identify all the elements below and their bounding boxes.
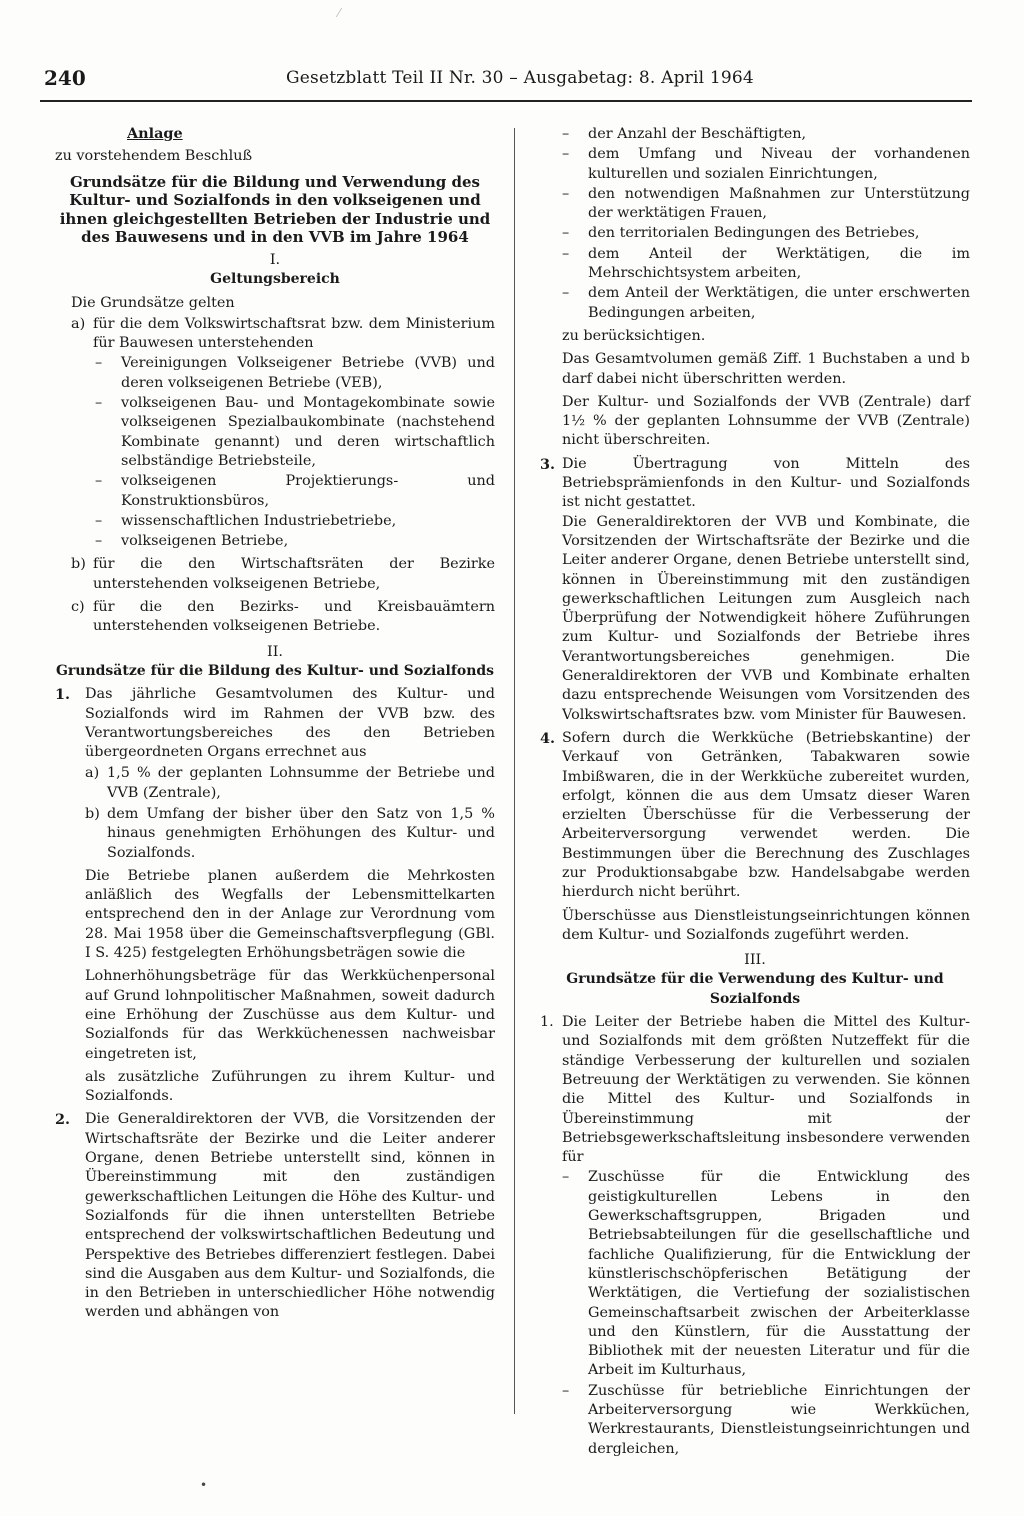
dash-item: – dem Umfang und Niveau der vorhandenen kulturellen und sozialen Einrichtungen,	[562, 146, 970, 182]
section-3-number: III.	[744, 952, 766, 969]
dash-item: – Zuschüsse für die Entwicklung des geistigkulturellen Lebens in den Gewerkschaftsgruppen, Brigaden und Betriebsabteilungen für die gesellschaftliche und fachliche Qualifizierung, für die Entwicklung der künstlerischschöpferischen Betätigung der Werktätigen, die Vertiefung der sozialistischen Gemeinschaftsarbeit zwischen der Arbeiterklasse und den Künstlern, für die Ausstattung der Bibliothek mit der neuesten Literatur und für die Arbeit im Kulturhaus,	[562, 1169, 970, 1379]
print-speck: •	[200, 1478, 208, 1492]
paragraph-text: Die Leiter der Betriebe haben die Mittel des Kultur- und Sozialfonds mit dem größten Nutzeffekt für die ständige Verbesserung der kulturellen und sozialen Betreuung der Werktätigen zu verwenden. Sie können die Mittel des Kultur- und Sozialfonds in Übereinstimmung mit der Betriebsgewerkschaftsleitung insbesondere verwenden für	[562, 1014, 970, 1166]
section-1-title: Geltungsbereich	[210, 271, 340, 288]
section-2-title: Grundsätze für die Bildung des Kultur- und Sozialfonds	[55, 662, 495, 679]
left-column	[55, 124, 495, 1323]
list-item-b	[55, 555, 495, 594]
page-scratch-mark: ⁄	[338, 6, 341, 20]
dash-list-r1	[540, 1168, 970, 1458]
section-2-number: II.	[267, 643, 283, 660]
column-divider	[514, 128, 515, 1414]
list-item-a	[55, 315, 495, 354]
dash-list-a	[55, 354, 495, 551]
right-column	[540, 124, 970, 1459]
dash-item: – wissenschaftlichen Industriebetriebe,	[95, 512, 397, 529]
dash-item: – den territorialen Bedingungen des Betriebes,	[562, 225, 920, 242]
page-header	[40, 66, 972, 102]
gesamtvolumen-text: Das Gesamtvolumen gemäß Ziff. 1 Buchstaben a und b darf dabei nicht überschritten werden.	[562, 351, 970, 387]
paragraph-number: 2.	[55, 1111, 71, 1129]
list-label: c)	[71, 599, 85, 616]
paragraph-3	[540, 455, 970, 513]
section-1-number: I.	[269, 251, 281, 268]
document-heading: Grundsätze für die Bildung und Verwendung des Kultur- und Sozialfonds in den volkseigenen und ihnen gleichgestellten Betrieben der Industrie und des Bauwesens und in den VVB im Jahre 1964	[59, 172, 491, 247]
journal-title: Gesetzblatt Teil II Nr. 30 – Ausgabetag: 8. April 1964	[286, 68, 754, 88]
dash-item: – dem Anteil der Werktätigen, die im Mehrschichtsystem arbeiten,	[562, 245, 970, 282]
dash-item: – Vereinigungen Volkseigener Betriebe (VVB) und deren volkseigenen Betriebe (VEB),	[95, 355, 495, 391]
dash-item: – volkseigenen Projektierungs- und Konstruktionsbüros,	[95, 473, 495, 509]
sub-item-b: b) dem Umfang der bisher über den Satz von 1,5 % hinaus genehmigten Erhöhungen des Kultur- und Sozialfonds.	[85, 805, 495, 861]
paragraph-1-text-1: Die Betriebe planen außerdem die Mehrkosten anläßlich des Wegfalls der Lebensmittelkarten entsprechend den in der Anlage zur Verordnung vom 28. Mai 1958 über die Gemeinschaftsverpflegung (GBl. I S. 425) festgelegten Erhöhungsbeträgen sowie die	[85, 867, 495, 962]
paragraph-number: 1.	[55, 686, 71, 704]
list-label: b)	[71, 556, 86, 573]
anlage-label: Anlage	[127, 125, 183, 142]
paragraph-3-text: Die Generaldirektoren der VVB und Kombinate, die Vorsitzenden der Wirtschaftsräte der Bezirke und die Leiter anderer Organe, denen Betriebe unterstellt sind, können in Übereinstimmung mit den zuständigen gewerkschaftlichen Leitungen zum Ausgleich nach Überprüfung der Notwendigkeit höhere Zuführungen zum Kultur- und Sozialfonds der Betriebe ihres Verantwortungsbereiches genehmigen. Die Generaldirektoren der VVB und Kombinate erhalten dazu entsprechende Weisungen vom Vorsitzenden des Volkswirtschaftsrates bzw. vom Minister für Bauwesen.	[562, 513, 970, 723]
paragraph-number: 1.	[540, 1014, 554, 1031]
section-1-intro: Die Grundsätze gelten	[71, 294, 235, 311]
list-item-c	[55, 598, 495, 637]
page-number: 240	[44, 66, 86, 90]
dash-item: – Zuschüsse für betriebliche Einrichtungen der Arbeiterversorgung wie Werkküchen, Werkrestaurants, Dienstleistungseinrichtungen und dergleichen,	[562, 1382, 970, 1457]
dash-item: – dem Anteil der Werktätigen, die unter erschwerten Bedingungen arbeiten,	[562, 285, 970, 321]
zu-beruecksichtigen: zu berücksichtigen.	[562, 327, 706, 344]
dash-item: – den notwendigen Maßnahmen zur Unterstützung der werktätigen Frauen,	[562, 185, 970, 222]
paragraph-1-text-2: Lohnerhöhungsbeträge für das Werkküchenpersonal auf Grund lohnpolitischer Maßnahmen, soweit dadurch eine Erhöhung der Zuschüsse aus dem Kultur- und Sozialfonds für das Werkküchenessen nachweisbar eingetreten ist,	[85, 968, 495, 1062]
paragraph-text: Das jährliche Gesamtvolumen des Kultur- und Sozialfonds wird im Rahmen der VVB bzw. des Verantwortungsbereiches des den Betrieben übergeordneten Organs errechnet aus	[85, 686, 495, 761]
sub-item-a: a) 1,5 % der geplanten Lohnsumme der Betriebe und VVB (Zentrale),	[85, 765, 495, 801]
paragraph-text: Die Übertragung von Mitteln des Betriebsprämienfonds in den Kultur- und Sozialfonds ist nicht gestattet.	[562, 455, 970, 511]
anlage-subtitle: zu vorstehendem Beschluß	[55, 148, 253, 165]
paragraph-number: 3.	[540, 455, 556, 473]
paragraph-1-text-3: als zusätzliche Zuführungen zu ihrem Kultur- und Sozialfonds.	[85, 1068, 495, 1105]
paragraph-text: Die Generaldirektoren der VVB, die Vorsitzenden der Wirtschaftsräte der Bezirke und die Leiter anderer Organe, denen Betriebe unterstellt sind, können in Übereinstimmung mit den zuständigen gewerkschaftlichen Leitungen die Höhe des Kultur- und Sozialfonds für die ihnen unterstellten Betriebe entsprechend der volkswirtschaftlichen Bedeutung und Perspektive des Betriebes differenziert festlegen. Dabei sind die Ausgaben aus dem Kultur- und Sozialfonds, die in den Betrieben in unterschiedlicher Höhe notwendig werden und abhängen von	[85, 1111, 495, 1321]
dash-item: – der Anzahl der Beschäftigten,	[562, 126, 807, 142]
paragraph-4	[540, 729, 970, 903]
paragraph-number: 4.	[540, 729, 556, 747]
paragraph-text: Sofern durch die Werkküche (Betriebskantine) der Verkauf von Getränken, Tabakwaren sowie Imbißwaren, die in der Werkküche zubereitet wurden, erfolgt, können die aus dem Umsatz dieser Waren erzielten Überschüsse für die Verbesserung der Arbeiterversorgung verwendet werden. Die Bestimmungen über die Berechnung des Zuschlages zur Produktionsabgabe bzw. Handelsabgabe werden hierdurch nicht berührt.	[562, 729, 970, 901]
dash-item: – volkseigenen Betriebe,	[95, 533, 289, 550]
paragraph-4-text: Überschüsse aus Dienstleistungseinrichtungen können dem Kultur- und Sozialfonds zugeführt werden.	[562, 907, 970, 943]
dash-item: – volkseigenen Bau- und Montagekombinate sowie volkseigenen Spezialbaukombinate (nachstehend Kombinate genannt) und deren wirtschaftlich selbständige Betriebsteile,	[95, 395, 495, 469]
list-text: für die den Wirtschaftsräten der Bezirke unterstehenden volkseigenen Betriebe,	[93, 556, 495, 592]
list-text: für die den Bezirks- und Kreisbauämtern unterstehenden volkseigenen Betriebe.	[93, 599, 495, 635]
dash-list-top	[540, 125, 970, 323]
section-3-title: Grundsätze für die Verwendung des Kultur- und Sozialfonds	[566, 971, 944, 1007]
paragraph-2	[55, 1110, 495, 1322]
vvb-zentrale-text: Der Kultur- und Sozialfonds der VVB (Zentrale) darf 1½ % der geplanten Lohnsumme der VVB (Zentrale) nicht überschreiten.	[562, 393, 970, 449]
list-label: a)	[71, 315, 86, 332]
section-3-paragraph-1	[540, 1013, 970, 1167]
list-text: für die dem Volkswirtschaftsrat bzw. dem Ministerium für Bauwesen unterstehenden	[93, 315, 495, 352]
paragraph-1	[55, 685, 495, 762]
